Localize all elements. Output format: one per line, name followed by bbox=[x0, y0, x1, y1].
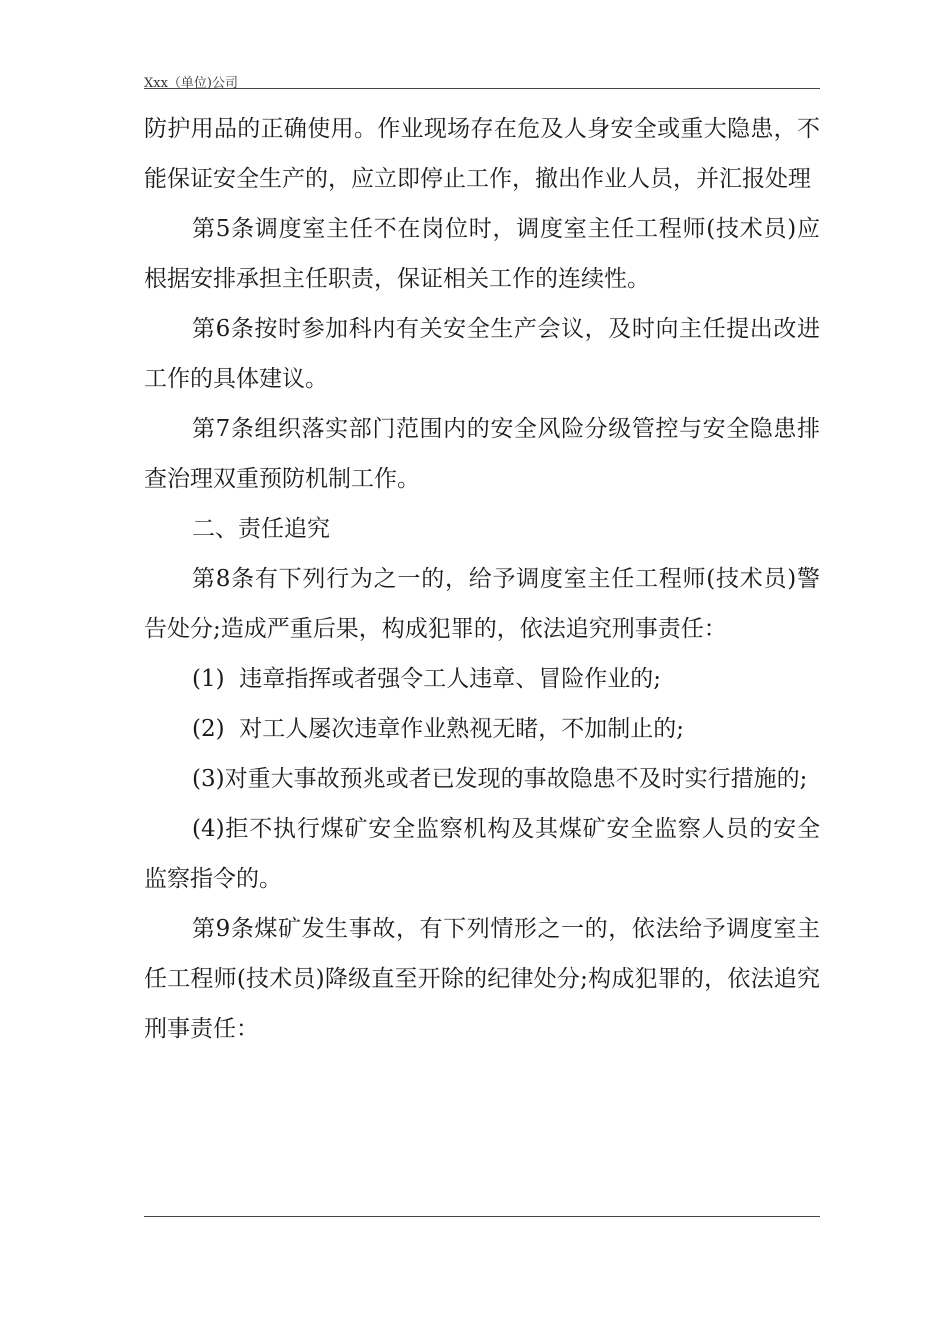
document-body bbox=[144, 104, 820, 1054]
paragraph-article-5: 第5条调度室主任不在岗位时，调度室主任工程师(技术员)应根据安排承担主任职责，保证相关工作的连续性。 bbox=[144, 216, 820, 292]
footer-divider bbox=[144, 1216, 820, 1217]
list-item-3: (3)对重大事故预兆或者已发现的事故隐患不及时实行措施的; bbox=[192, 766, 808, 792]
paragraph-article-9: 第9条煤矿发生事故，有下列情形之一的，依法给予调度室主任工程师(技术员)降级直至开除的纪律处分;构成犯罪的，依法追究刑事责任： bbox=[144, 916, 820, 1042]
list-item-2: (2) 对工人屡次违章作业熟视无睹，不加制止的; bbox=[192, 716, 684, 742]
paragraph-article-8: 第8条有下列行为之一的，给予调度室主任工程师(技术员)警告处分;造成严重后果，构成犯罪的，依法追究刑事责任： bbox=[144, 566, 820, 642]
paragraph-article-7: 第7条组织落实部门范围内的安全风险分级管控与安全隐患排查治理双重预防机制工作。 bbox=[144, 416, 820, 492]
section-heading-liability: 二、责任追究 bbox=[192, 516, 330, 542]
header-divider bbox=[144, 88, 820, 89]
page-header-company: Xxx（单位)公司 bbox=[144, 76, 238, 91]
list-item-4: (4)拒不执行煤矿安全监察机构及其煤矿安全监察人员的安全监察指令的。 bbox=[144, 816, 820, 892]
paragraph-article-6: 第6条按时参加科内有关安全生产会议，及时向主任提出改进工作的具体建议。 bbox=[144, 316, 820, 392]
paragraph-continuation: 防护用品的正确使用。作业现场存在危及人身安全或重大隐患，不能保证安全生产的，应立即停止工作，撤出作业人员，并汇报处理 bbox=[144, 116, 820, 192]
list-item-1: (1) 违章指挥或者强令工人违章、冒险作业的; bbox=[192, 666, 661, 692]
